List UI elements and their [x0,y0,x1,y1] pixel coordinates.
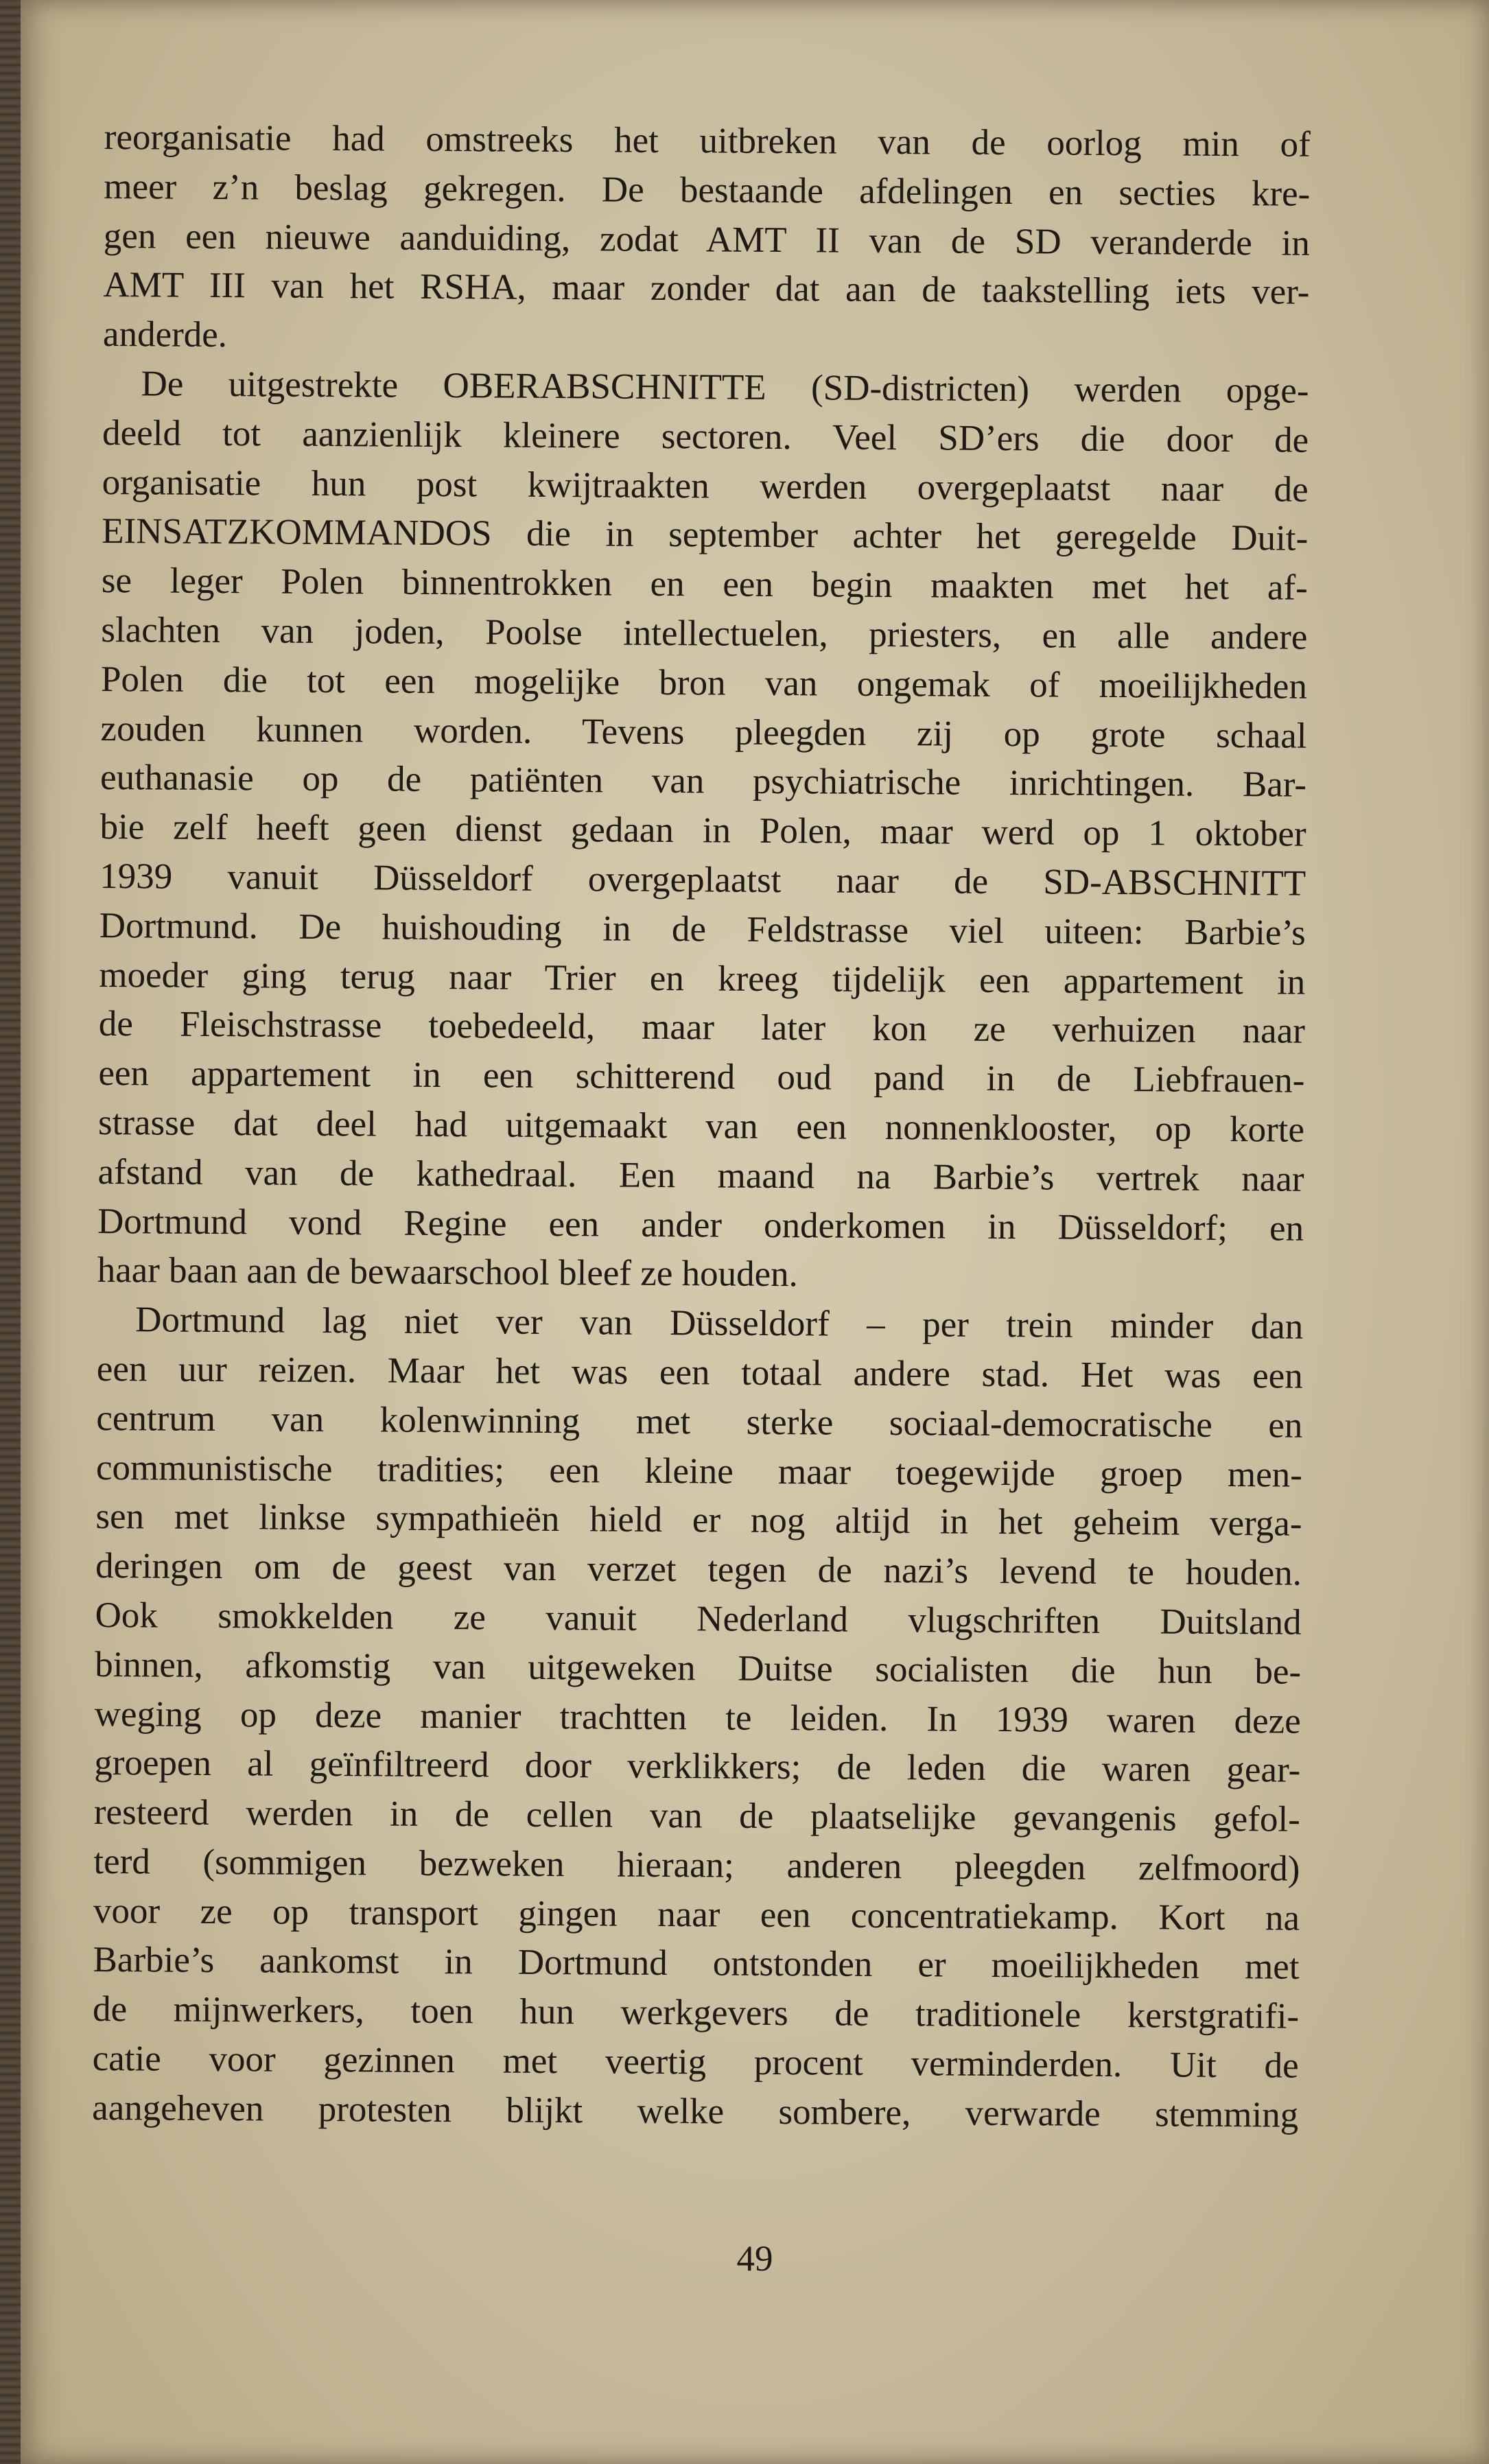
text-line: 1939 vanuit Düsseldorf overgeplaatst naar de SD-ABSCHNITT [99,856,1306,904]
text-line: aangeheven protesten blijkt welke sombere, verwarde stemming [92,2087,1299,2135]
text-line: Dortmund. De huishouding in de Feldstrasse viel uiteen: Barbie’s [99,905,1306,953]
text-line: se leger Polen binnentrokken en een begin maakten met het af- [101,561,1308,608]
text-line: moeder ging terug naar Trier en kreeg tijdelijk een appartement in [99,954,1306,1002]
text-line: voor ze op transport gingen naar een concentratiekamp. Kort na [93,1890,1300,1938]
text-line: EINSATZKOMMANDOS die in september achter het geregelde Duit- [102,511,1309,559]
text-line: meer z’n beslag gekregen. De bestaande afdelingen en secties kre- [104,166,1311,214]
text-line: Polen die tot een mogelijke bron van ongemak of moeilijkheden [100,659,1308,707]
text-line: haar baan aan de bewaarschool bleef ze houden. [97,1250,799,1295]
text-line: Ook smokkelden ze vanuit Nederland vlugschriften Duitsland [95,1595,1302,1643]
text-line: strasse dat deel had uitgemaakt van een nonnenklooster, op korte [97,1102,1305,1150]
text-line: Barbie’s aankomst in Dortmund ontstonden er moeilijkheden met [93,1940,1300,1988]
text-line: euthanasie op de patiënten van psychiatrische inrichtingen. Bar- [99,758,1307,806]
book-page [21,0,1489,2464]
text-line: een appartement in een schitterend oud pand in de Liebfrauen- [98,1053,1305,1101]
text-line: Dortmund vond Regine een ander onderkomen in Düsseldorf; en [97,1201,1304,1249]
text-line: bie zelf heeft geen dienst gedaan in Polen, maar werd op 1 oktober [99,807,1306,854]
text-line: anderde. [102,314,228,355]
text-line: centrum van kolenwinning met sterke sociaal-democratische en [96,1398,1303,1446]
text-line: gen een nieuwe aanduiding, zodat AMT II van de SD veranderde in [103,215,1311,263]
text-line: afstand van de kathedraal. Een maand na Barbie’s vertrek naar [97,1151,1304,1199]
text-line: catie voor gezinnen met veertig procent verminderden. Uit de [92,2039,1299,2086]
page-number: 49 [736,2239,773,2279]
text-line: de mijnwerkers, toen hun werkgevers de traditionele kerstgratifi- [92,1989,1300,2037]
text-line: deeld tot aanzienlijk kleinere sectoren. Veel SD’ers die door de [102,412,1309,460]
book-spine-edge [0,0,21,2464]
text-line: sen met linkse sympathieën hield er nog altijd in het geheim verga- [95,1497,1302,1545]
text-line: resteerd werden in de cellen van de plaatselijke gevangenis gefol- [93,1792,1301,1840]
text-line: reorganisatie had omstreeks het uitbreken van de oorlog min of [104,117,1311,165]
text-line: Dortmund lag niet ver van Düsseldorf – per trein minder dan [135,1300,1304,1347]
text-line: de Fleischstrasse toebedeeld, maar later kon ze verhuizen naar [98,1004,1306,1052]
text-line: een uur reizen. Maar het was een totaal andere stad. Het was een [96,1348,1303,1396]
text-line: communistische tradities; een kleine maar toegewijde groep men- [95,1447,1303,1495]
text-line: zouden kunnen worden. Tevens pleegden zij op grote schaal [100,708,1307,756]
text-line: slachten van joden, Poolse intellectuelen, priesters, en alle andere [101,609,1308,657]
text-line: AMT III van het RSHA, maar zonder dat aan de taakstelling iets ver- [103,265,1310,313]
text-line: deringen om de geest van verzet tegen de nazi’s levend te houden. [95,1546,1302,1593]
text-line: weging op deze manier trachtten te leiden. In 1939 waren deze [94,1693,1301,1741]
body-text [92,113,1311,2140]
text-line: terd (sommigen bezweken hieraan; anderen pleegden zelfmoord) [93,1841,1300,1889]
text-line: binnen, afkomstig van uitgeweken Duitse socialisten die hun be- [95,1644,1302,1692]
text-line: De uitgestrekte OBERABSCHNITTE (SD-districten) werden opge- [141,364,1309,411]
text-line: groepen al geïnfiltreerd door verklikkers; de leden die waren gear- [94,1743,1301,1790]
text-line: organisatie hun post kwijtraakten werden overgeplaatst naar de [102,462,1309,510]
